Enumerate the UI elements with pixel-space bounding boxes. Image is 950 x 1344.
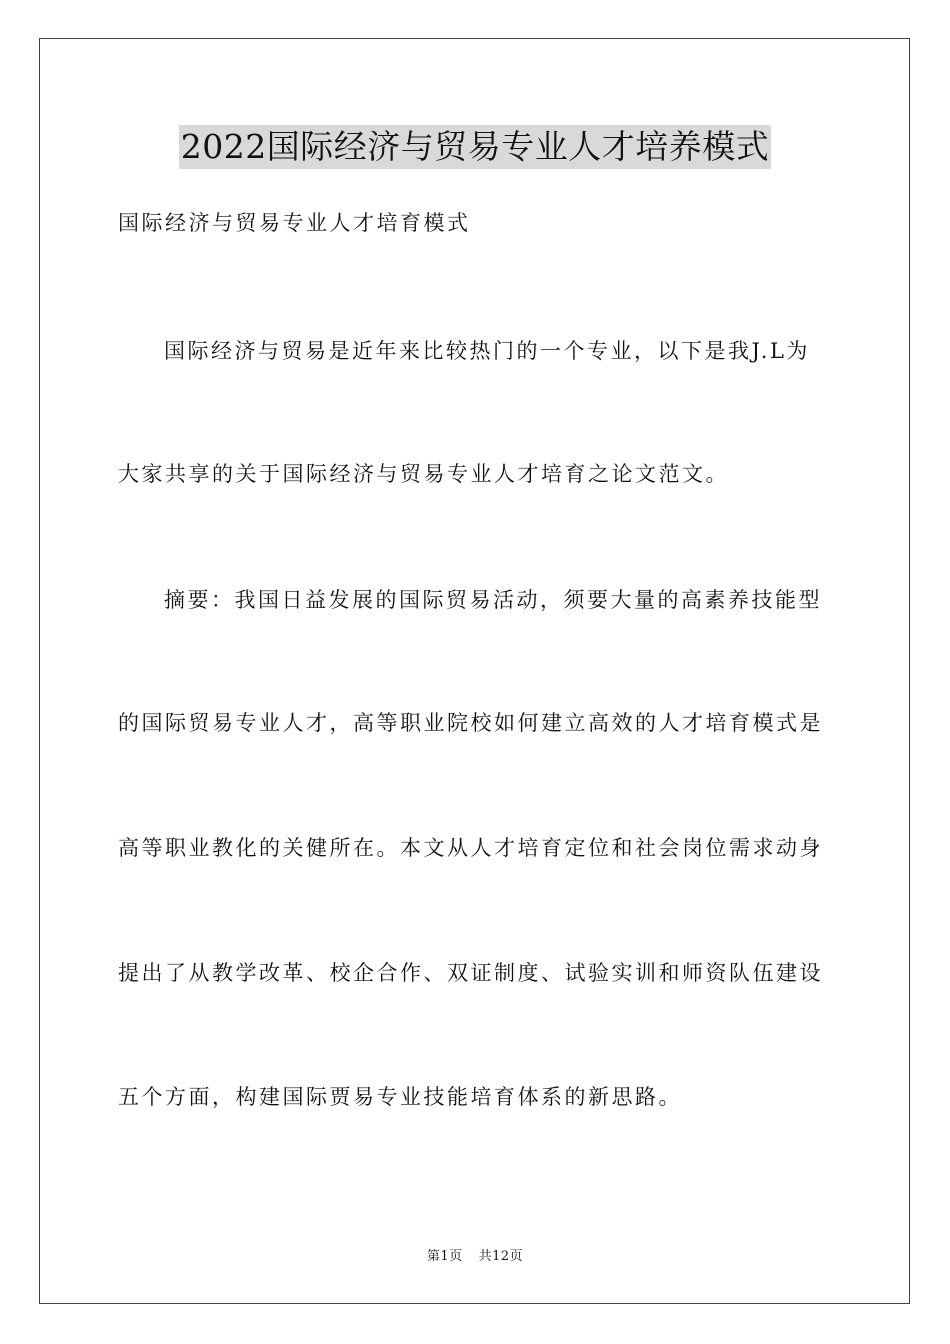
paragraph-line: 五个方面，构建国际贾易专业技能培育体系的新思路。 (118, 1085, 682, 1109)
document-title: 2022国际经济与贸易专业人才培养模式 (0, 125, 950, 169)
page-total: 共12页 (478, 1249, 524, 1264)
page-footer (0, 1248, 950, 1266)
paragraph-line: 提出了从教学改革、校企合作、双证制度、试验实训和师资队伍建设 (118, 961, 823, 985)
document-subtitle: 国际经济与贸易专业人才培育模式 (118, 211, 471, 235)
paragraph-line: 国际经济与贸易是近年来比较热门的一个专业，以下是我J.L为 (164, 339, 810, 363)
paragraph-line: 高等职业教化的关健所在。本文从人才培育定位和社会岗位需求动身 (118, 836, 823, 860)
paragraph-line: 摘要：我国日益发展的国际贸易活动，须要大量的高素养技能型 (164, 588, 822, 612)
page-number: 第1页 (426, 1249, 463, 1264)
paragraph-line: 大家共享的关于国际经济与贸易专业人才培育之论文范文。 (118, 462, 729, 486)
paragraph-line: 的国际贸易专业人才，高等职业院校如何建立高效的人才培育模式是 (118, 711, 823, 735)
